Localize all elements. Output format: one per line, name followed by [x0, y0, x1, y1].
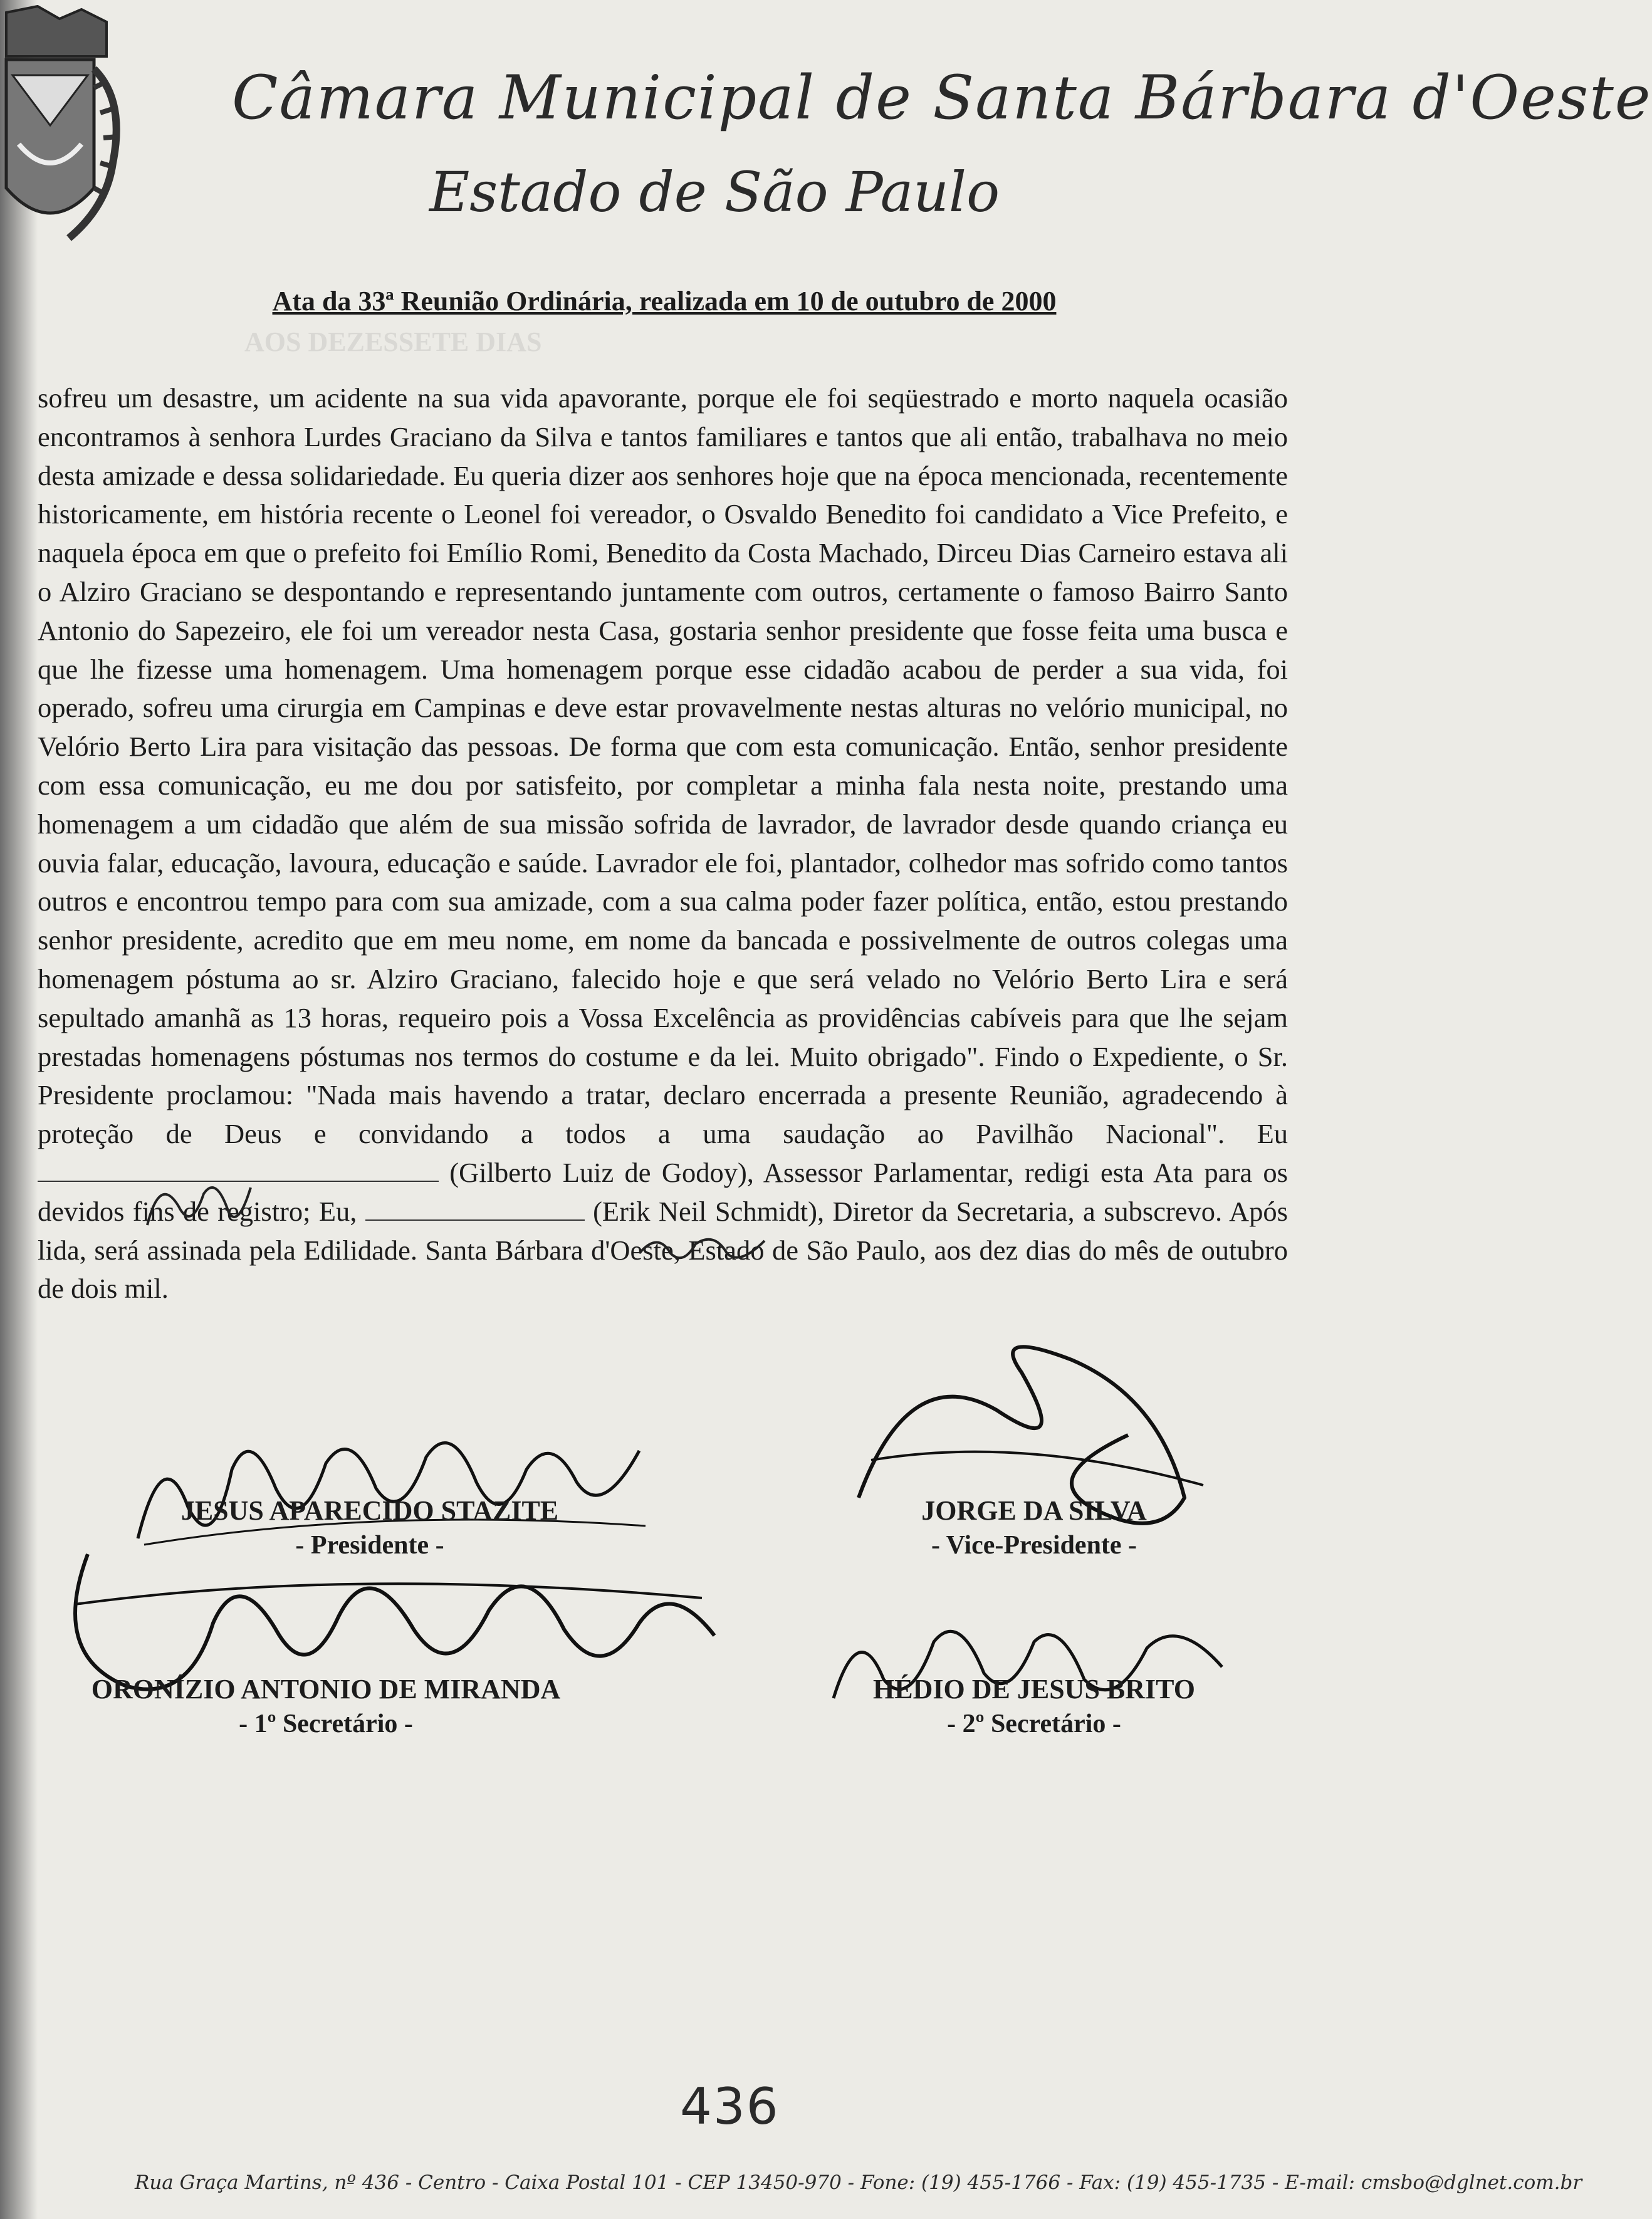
signer-president-name: JESUS APARECIDO STAZITE — [180, 1495, 559, 1526]
signer-second-secretary-name: HÉDIO DE JESUS BRITO — [873, 1674, 1195, 1705]
signer-first-secretary-name: ORONÍZIO ANTONIO DE MIRANDA — [91, 1674, 561, 1705]
minutes-paragraph: sofreu um desastre, um acidente na sua vida apavorante, porque ele foi seqüestrado e morto naquela ocasião encontramos à senhora Lurdes Graciano da Silva e tantos familiares e tantos que ali então, trabalhava no meio desta amizade e dessa solidariedade. Eu queria dizer aos senhores hoje que na época mencionada, recentemente historicamente, em história recente o Leonel foi vereador, o Osvaldo Benedito foi candidato a Vice Prefeito, e naquela época em que o prefeito foi Emílio Romi, Benedito da Costa Machado, Dirceu Dias Carneiro estava ali o Alziro Graciano se despontando e representando juntamente com outros, certamente o famoso Bairro Santo Antonio do Sapezeiro, ele foi um vereador nesta Casa, gostaria senhor presidente que fosse feita uma busca e que lhe fizesse uma homenagem. Uma homenagem porque esse cidadão acabou de perder a sua vida, foi operado, sofreu uma cirurgia em Campinas e deve estar provavelmente nestas alturas no velório municipal, no Velório Berto Lira para visitação das pessoas. De forma que com esta comunicação. Então, senhor presidente com essa comunicação, eu me dou por satisfeito, por completar a minha fala nesta noite, prestando uma homenagem a um cidadão que além de sua missão sofrida de lavrador, de lavrador desde quando criança eu ouvia falar, educação, lavoura, educação e saúde. Lavrador ele foi, plantador, colhedor mas sofrido como tantos outros e encontrou tempo para com sua amizade, com a sua calma poder fazer política, então, estou prestando senhor presidente, acredito que em meu nome, em nome da bancada e possivelmente de outros colegas uma homenagem póstuma ao sr. Alziro Graciano, falecido hoje e que será velado no Velório Berto Lira e será sepultado amanhã as 13 horas, requeiro pois a Vossa Excelência as providências cabíveis para que lhe sejam prestadas homenagens póstumas nos termos do costume e da lei. Muito obrigado". Findo o Expediente, o Sr. Presidente proclamou: "Nada mais havendo a tratar, declaro encerrada a presente Reunião, agradecendo à proteção de Deus e convidando a todos a uma saudação ao Pavilhão Nacional". Eu — [38, 382, 1288, 1150]
signer-second-secretary-role: - 2º Secretário - — [947, 1710, 1121, 1738]
signer-first-secretary-role: - 1º Secretário - — [239, 1710, 413, 1738]
minutes-clause-director: (Erik Neil Schmidt), Diretor da Secretaria, a subscrevo. Após lida, será assinada pela Edilidade. Santa Bárbara d'Oeste, Estado de São Paulo, aos dez dias do mês de outubro de dois mil. — [38, 1195, 1288, 1305]
signer-vice-president-name: JORGE DA SILVA — [921, 1495, 1147, 1526]
minutes-title: Ata da 33ª Reunião Ordinária, realizada em 10 de outubro de 2000 — [272, 286, 1057, 316]
letterhead-footer-address: Rua Graça Martins, nº 436 - Centro - Caixa Postal 101 - CEP 13450-970 - Fone: (19) 455-1766 - Fax: (19) 455-1735 - E-mail: cmsbo@dglnet.com.br — [135, 2171, 1582, 2194]
signer-vice-president — [815, 1495, 1253, 1560]
signer-second-secretary — [783, 1673, 1285, 1739]
bleed-through-text: AOS DEZESSETE DIAS — [244, 326, 542, 357]
minutes-clause-assessor: (Gilberto Luiz de Godoy), Assessor Parlamentar, redigi esta Ata para os devidos fins de registro; Eu, — [38, 1156, 1288, 1227]
signature-blank-director — [365, 1194, 585, 1221]
handwritten-initials-assessor — [135, 1169, 260, 1238]
signer-first-secretary — [44, 1673, 608, 1739]
municipal-crest-emblem — [0, 0, 125, 263]
signer-president — [150, 1495, 589, 1560]
signer-president-role: - Presidente - — [295, 1531, 444, 1560]
scan-edge-shadow — [0, 0, 38, 2219]
handwritten-initials-director — [633, 1228, 777, 1272]
signer-vice-president-role: - Vice-Presidente - — [931, 1531, 1137, 1560]
handwritten-page-number: 436 — [680, 2077, 780, 2136]
letterhead-state-name: Estado de São Paulo — [429, 160, 1000, 224]
letterhead-chamber-name: Câmara Municipal de Santa Bárbara d'Oeste — [232, 63, 1652, 133]
